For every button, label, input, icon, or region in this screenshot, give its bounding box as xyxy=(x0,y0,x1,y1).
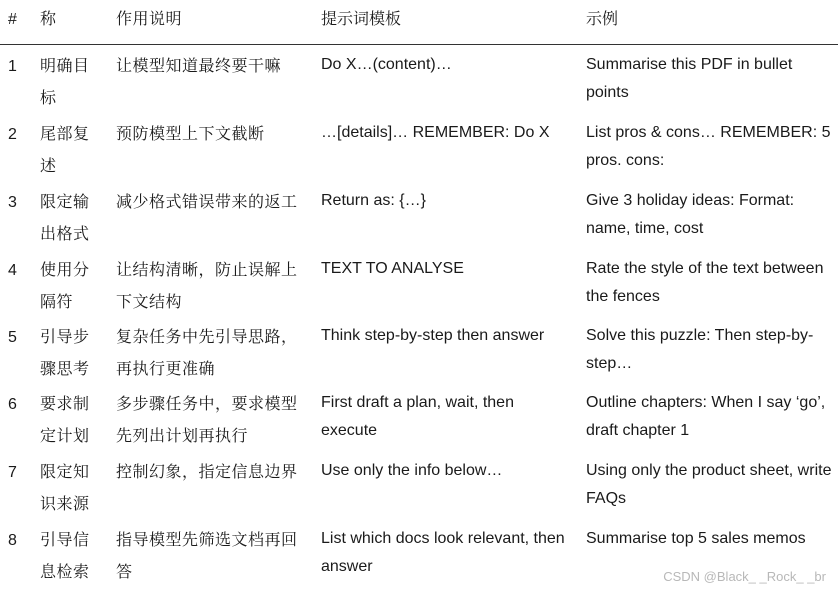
table-row xyxy=(0,249,838,316)
header-desc: 作用说明 xyxy=(116,11,183,28)
row-num: 5 xyxy=(8,329,17,346)
row-desc: 指导模型先筛选文档再回答 xyxy=(116,532,298,581)
row-name: 使用分隔符 xyxy=(40,262,90,311)
row-template: Return as: {…} xyxy=(321,192,426,209)
row-example: List pros & cons… REMEMBER: 5 pros. cons: xyxy=(586,124,831,169)
row-template: Do X…(content)… xyxy=(321,56,452,73)
row-name: 尾部复述 xyxy=(40,126,90,175)
row-example: Rate the style of the text between the fences xyxy=(586,260,824,305)
header-example: 示例 xyxy=(586,11,619,28)
row-name: 引导步骤思考 xyxy=(40,329,90,378)
row-num: 4 xyxy=(8,262,17,279)
row-name: 明确目标 xyxy=(40,58,90,107)
row-example: Summarise this PDF in bullet points xyxy=(586,56,793,101)
table-row xyxy=(0,113,838,181)
header-name: 称 xyxy=(40,11,57,28)
row-num: 3 xyxy=(8,194,17,211)
row-template: …[details]… REMEMBER: Do X xyxy=(321,124,550,141)
row-template: TEXT TO ANALYSE xyxy=(321,260,464,277)
row-template: Use only the info below… xyxy=(321,462,503,479)
row-num: 7 xyxy=(8,464,17,481)
row-desc: 让模型知道最终要干嘛 xyxy=(116,58,282,75)
row-name: 引导信息检索 xyxy=(40,532,90,581)
row-example: Using only the product sheet, write FAQs xyxy=(586,462,832,507)
row-template: List which docs look relevant, then answer xyxy=(321,530,565,575)
row-template: Think step-by-step then answer xyxy=(321,327,545,344)
row-num: 6 xyxy=(8,396,17,413)
row-desc: 预防模型上下文截断 xyxy=(116,126,265,143)
row-name: 要求制定计划 xyxy=(40,396,90,445)
table-row xyxy=(0,181,838,249)
row-desc: 让结构清晰，防止误解上下文结构 xyxy=(116,262,298,311)
table-header xyxy=(0,0,838,45)
table-row xyxy=(0,45,838,113)
watermark-text: CSDN @Black_ _Rock_ _br xyxy=(663,569,826,584)
table-row xyxy=(0,383,838,451)
row-num: 8 xyxy=(8,532,17,549)
row-example: Give 3 holiday ideas: Format: name, time, cost xyxy=(586,192,795,237)
table-row xyxy=(0,316,838,383)
row-desc: 多步骤任务中，要求模型先列出计划再执行 xyxy=(116,396,298,445)
row-desc: 控制幻象，指定信息边界 xyxy=(116,464,298,481)
header-num: # xyxy=(8,11,17,28)
row-num: 2 xyxy=(8,126,17,143)
row-name: 限定输出格式 xyxy=(40,194,90,243)
row-example: Summarise top 5 sales memos xyxy=(586,530,806,547)
row-num: 1 xyxy=(8,58,17,75)
header-template: 提示词模板 xyxy=(321,11,402,28)
row-name: 限定知识来源 xyxy=(40,464,90,513)
row-example: Outline chapters: When I say ‘go’, draft chapter 1 xyxy=(586,394,826,439)
row-example: Solve this puzzle: Then step-by-step… xyxy=(586,327,814,372)
table-row xyxy=(0,451,838,519)
row-desc: 减少格式错误带来的返工 xyxy=(116,194,298,211)
row-template: First draft a plan, wait, then execute xyxy=(321,394,514,439)
row-desc: 复杂任务中先引导思路，再执行更准确 xyxy=(116,329,298,378)
